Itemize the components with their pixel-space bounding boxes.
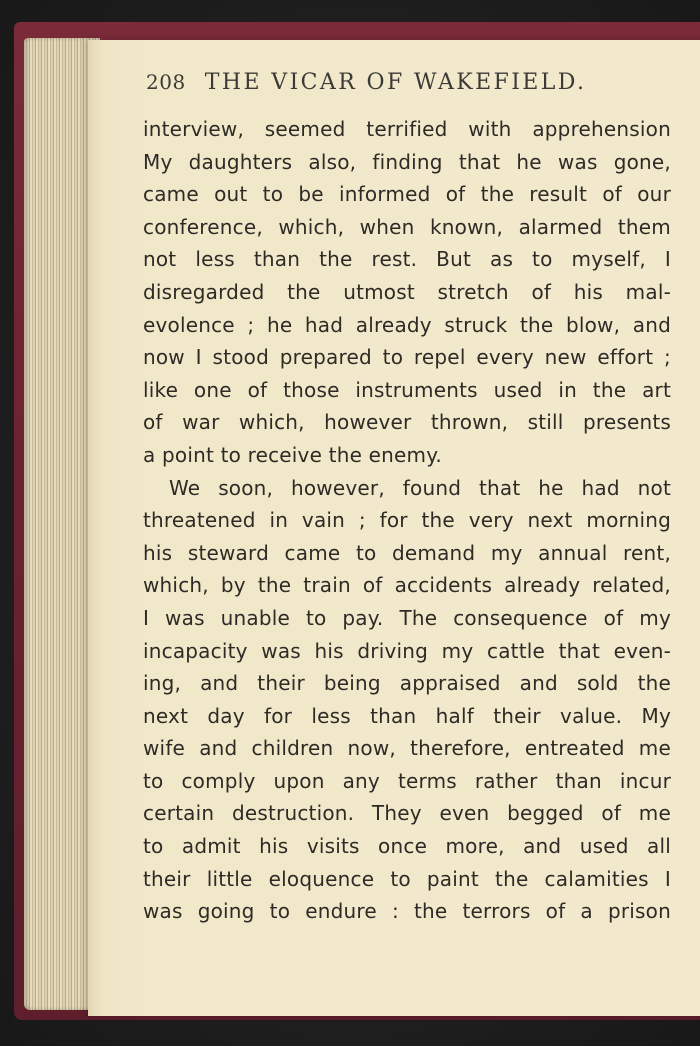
text-line: was going to endure : the terrors of a prison [143,899,671,924]
paragraph-start-line: We soon, however, found that he had not [169,475,671,500]
text-line: disregarded the utmost stretch of his mal- [143,279,671,304]
text-line: not less than the rest. But as to myself, I [143,247,671,272]
text-line: to comply upon any terms rather than incur [143,768,671,793]
text-line: interview, seemed terrified with apprehension [143,117,671,141]
text-line: came out to be informed of the result of our [143,182,671,207]
book-title: THE VICAR OF WAKEFIELD. [204,70,587,95]
text-line: which, by the train of accidents already related, [143,573,671,598]
text-line: his steward came to demand my annual rent, [143,540,671,565]
body-text [143,113,671,928]
page-number: 208 [146,70,186,94]
text-line: their little eloquence to paint the calamities I [143,866,671,891]
text-line: like one of those instruments used in the art [143,377,671,402]
text-line: to admit his visits once more, and used all [143,834,671,859]
text-line: now I stood prepared to repel every new effort ; [143,345,671,370]
text-line: conference, which, when known, alarmed them [143,214,671,239]
text-line: incapacity was his driving my cattle that even- [143,638,671,663]
text-line: evolence ; he had already struck the blow, and [143,312,671,337]
text-line: next day for less than half their value. My [143,703,671,728]
text-line: a point to receive the enemy. [143,442,442,467]
text-line: of war which, however thrown, still presents [143,410,671,435]
text-line: I was unable to pay. The consequence of my [143,605,671,630]
text-line: ing, and their being appraised and sold the [143,671,671,696]
text-line: certain destruction. They even begged of me [143,801,671,826]
text-line: wife and children now, therefore, entreated me [143,736,671,761]
text-line: threatened in vain ; for the very next morning [143,508,671,533]
text-line: My daughters also, finding that he was gone, [143,149,671,174]
running-head [146,70,686,100]
